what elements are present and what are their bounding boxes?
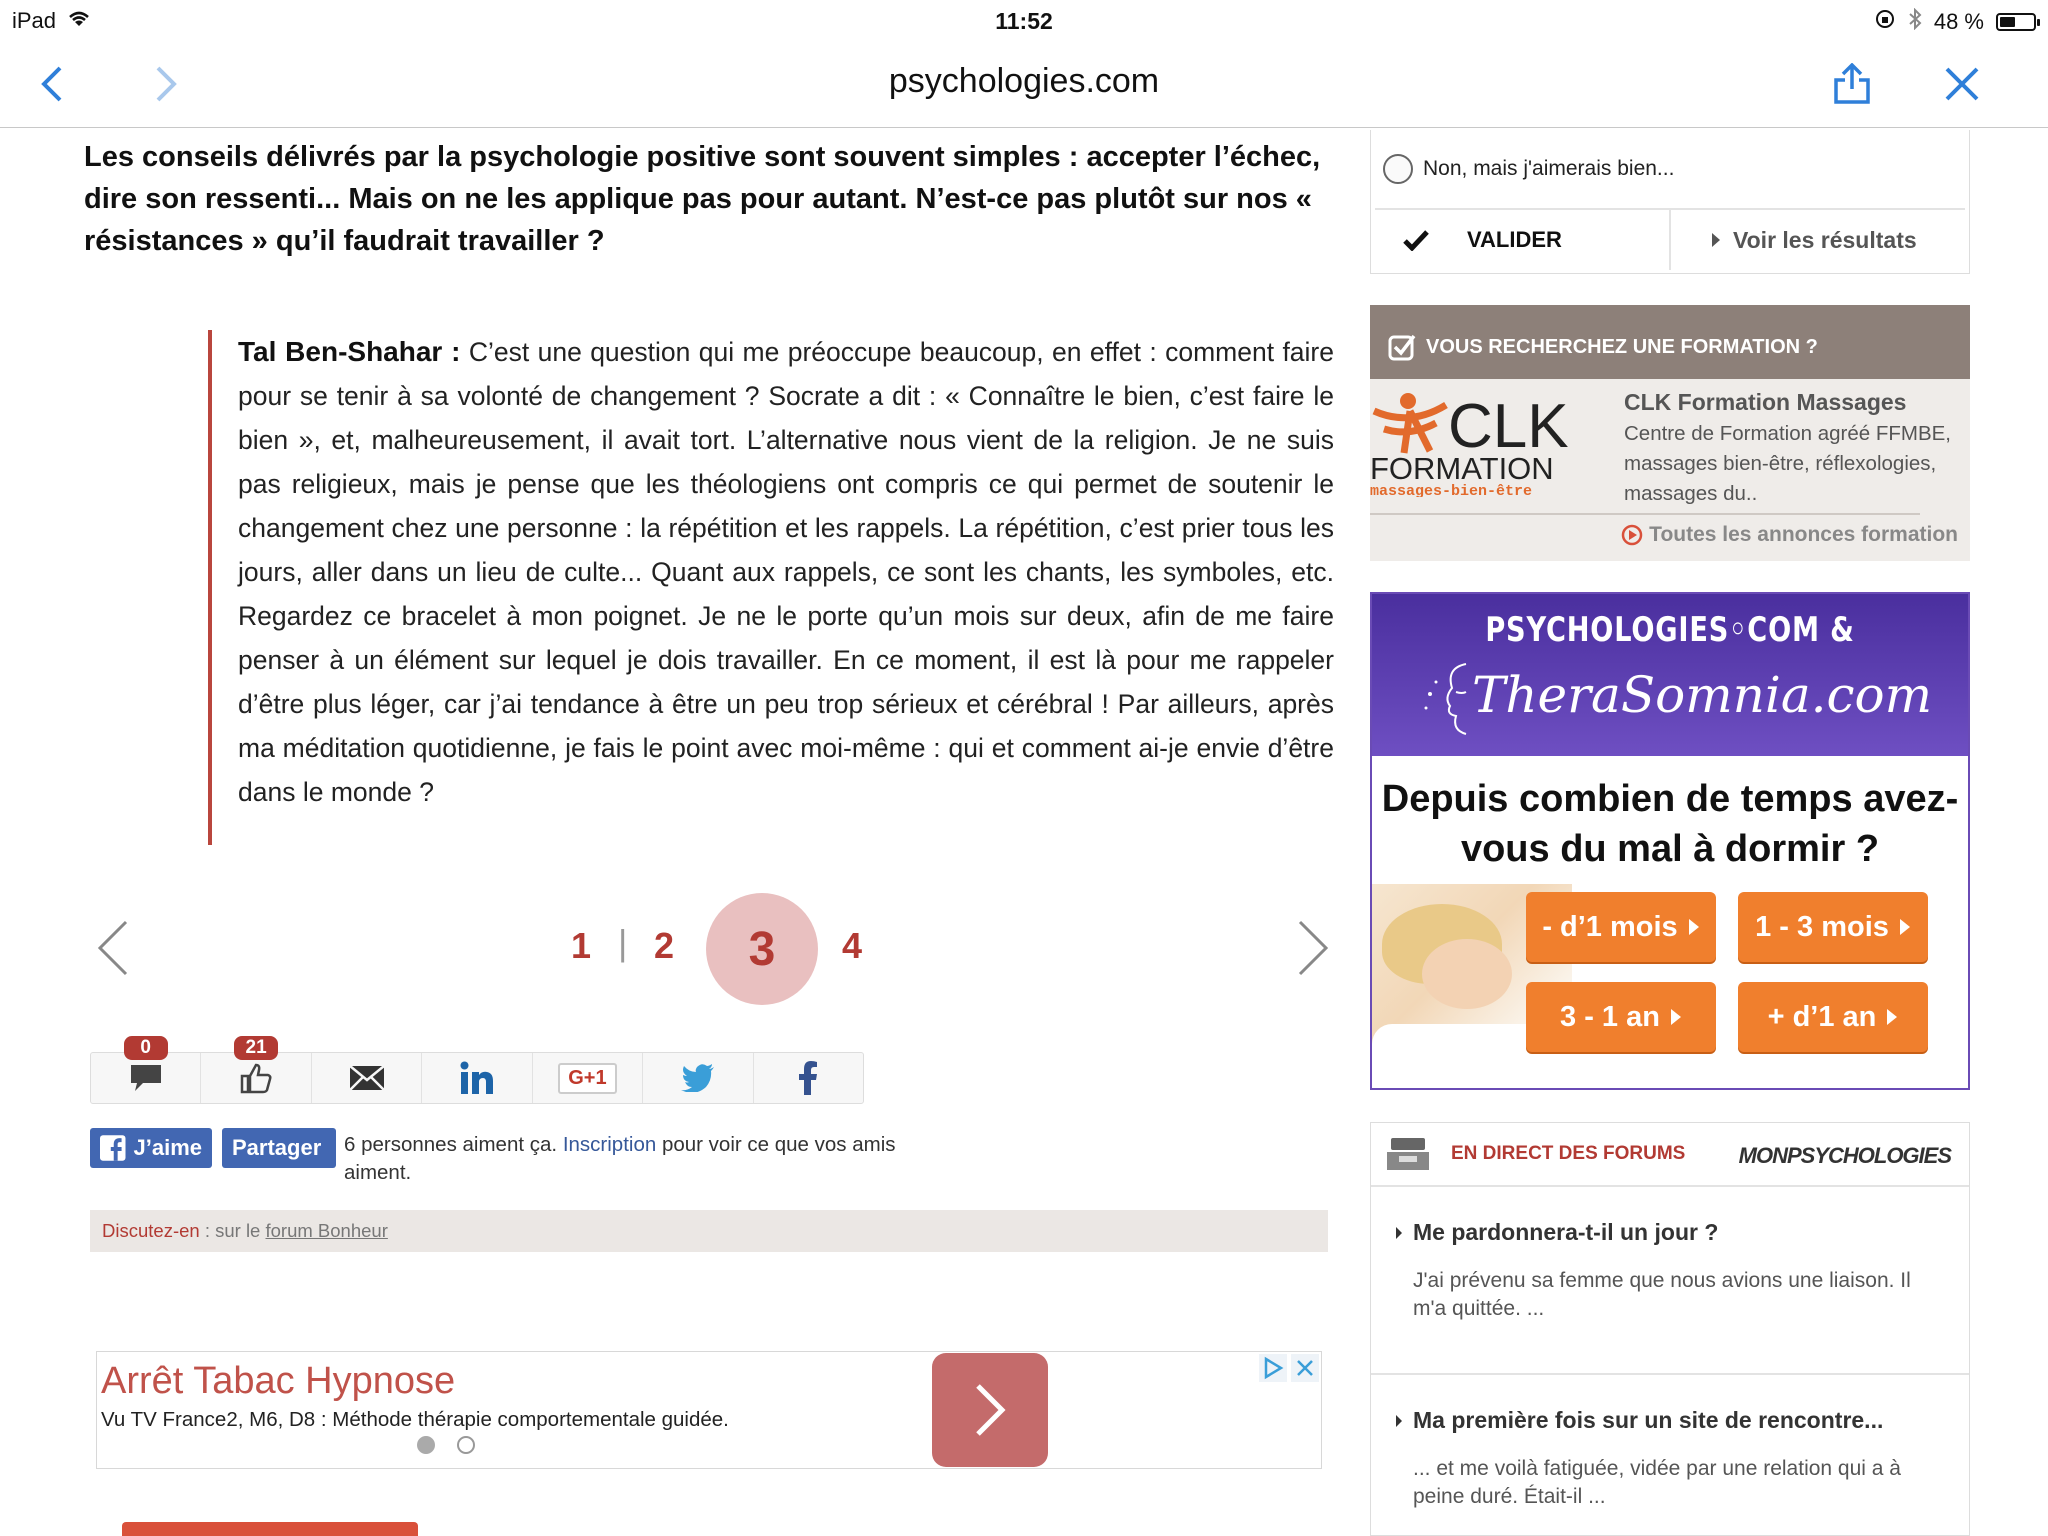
facebook-share-label: Partager xyxy=(232,1135,322,1160)
formation-header xyxy=(1370,305,1970,379)
answer-text: C’est une question qui me préoccupe beaucoup, en effet : comment faire pour se tenir à sa volonté de changement ? Socrate a dit : « Connaître le bien, c’est faire le bien », et, malheureusement, il avait tort. L’alternative nous vient de la religion. Je ne suis pas religieux, mais je pense que les théologiens ont compris ce qui permet de soutenir le changement chez une personne : la répétition et les rappels. La répétition, c’est prier tous les jours, aller dans un lieu de culte... Quant aux rappels, ce sont les chants, les symboles, etc. Regardez ce bracelet à mon poignet. Je ne le porte qu’un mois sur deux, afin de me faire penser à un élément sur lequel je dois travailler. En ce moment, il est là pour me rappeler d’être plus léger, car j’ai tendance à être un peu trop sérieux et cérébral ! Par ailleurs, après ma méditation quotidienne, je fais le point avec moi-même : qui et comment ai-je envie d’être dans le monde ? xyxy=(238,337,1334,807)
formation-listing[interactable] xyxy=(1370,379,1970,519)
caret-right-icon xyxy=(1688,918,1700,936)
ad-title[interactable]: Arrêt Tabac Hypnose xyxy=(101,1360,456,1402)
facebook-like-label: J’aime xyxy=(133,1135,202,1160)
page-1-link[interactable]: 1 xyxy=(571,925,592,966)
all-formations-label: Toutes les annonces formation xyxy=(1649,523,1958,546)
browser-nav-bar xyxy=(0,40,2048,128)
formation-title: VOUS RECHERCHEZ UNE FORMATION ? xyxy=(1426,335,1818,358)
share-bar xyxy=(90,1037,864,1104)
facebook-social-text xyxy=(344,1131,964,1187)
twitter-share-button[interactable] xyxy=(643,1053,753,1103)
forums-title: EN DIRECT DES FORUMS xyxy=(1451,1143,1686,1164)
option-label: 1 - 3 mois xyxy=(1755,910,1889,943)
play-circle-icon xyxy=(1621,524,1643,546)
twitter-icon xyxy=(681,1064,715,1092)
pagination xyxy=(0,890,1340,1010)
discuss-middle: : sur le xyxy=(199,1220,266,1241)
validate-label: VALIDER xyxy=(1467,227,1562,252)
option-3-months-1-year[interactable] xyxy=(1526,982,1716,1052)
bluetooth-icon xyxy=(1908,8,1922,36)
like-button[interactable] xyxy=(201,1037,311,1103)
mail-icon xyxy=(349,1065,385,1091)
forum-post-title-text: Me pardonnera-t-il un jour ? xyxy=(1413,1219,1719,1245)
validate-button[interactable] xyxy=(1375,210,1671,270)
google-plus-icon: G+1 xyxy=(558,1063,616,1094)
carousel-dot[interactable] xyxy=(457,1436,475,1454)
next-section-button[interactable] xyxy=(122,1522,418,1536)
facebook-icon xyxy=(798,1061,818,1095)
google-plus-share-button[interactable] xyxy=(533,1053,643,1103)
ad-go-button[interactable] xyxy=(932,1353,1048,1467)
share-icon xyxy=(1832,63,1872,105)
option-less-1-month[interactable] xyxy=(1526,892,1716,962)
discuss-label: Discutez-en xyxy=(102,1220,200,1241)
close-ad-icon[interactable] xyxy=(1291,1354,1319,1382)
rotation-lock-icon xyxy=(1874,8,1896,36)
comment-icon xyxy=(129,1063,163,1093)
option-label: 3 - 1 an xyxy=(1560,1000,1660,1033)
clk-logo xyxy=(1370,387,1614,497)
battery-icon xyxy=(1996,13,2036,31)
ad-carousel-dots xyxy=(417,1436,475,1454)
next-page-button[interactable] xyxy=(1292,918,1342,978)
formation-widget xyxy=(1370,305,1970,561)
caret-right-icon xyxy=(1670,1008,1682,1026)
comments-button[interactable] xyxy=(91,1037,201,1103)
all-formations-link[interactable] xyxy=(1621,523,1958,547)
page-4-link[interactable]: 4 xyxy=(842,925,863,966)
comments-count: 0 xyxy=(124,1036,168,1060)
ad-choices xyxy=(1259,1354,1319,1382)
carousel-dot-active[interactable] xyxy=(417,1436,435,1454)
divider xyxy=(1371,1373,1969,1375)
page-2-link[interactable]: 2 xyxy=(654,925,675,966)
facebook-share-button[interactable] xyxy=(754,1053,863,1103)
text-ad[interactable] xyxy=(96,1351,1322,1469)
forum-post-title[interactable] xyxy=(1395,1219,1718,1246)
forum-post-excerpt: J'ai prévenu sa femme que nous avions une liaison. Il m'a quittée. ... xyxy=(1413,1269,1911,1320)
face-shape xyxy=(1422,939,1512,1009)
status-time: 11:52 xyxy=(995,8,1053,34)
forums-widget xyxy=(1370,1122,1970,1536)
poll-option[interactable] xyxy=(1383,154,1674,184)
checkmark-icon xyxy=(1403,229,1429,251)
view-results-label: Voir les résultats xyxy=(1733,226,1917,253)
formation-description: Centre de Formation agréé FFMBE, massages bien-être, réflexologies, massages du.. xyxy=(1624,422,1951,505)
banner-header xyxy=(1372,594,1968,756)
page-domain: psychologies.com xyxy=(888,62,1160,100)
interview-answer-block xyxy=(208,330,1334,845)
close-button[interactable] xyxy=(1934,58,1990,110)
divider xyxy=(1370,513,1920,515)
poll-option-label: Non, mais j'aimerais bien... xyxy=(1423,157,1675,180)
battery-percent: 48 % xyxy=(1933,9,1984,34)
linkedin-icon xyxy=(459,1061,495,1095)
device-name: iPad xyxy=(12,8,57,33)
forum-post-title-text: Ma première fois sur un site de rencontre... xyxy=(1413,1407,1884,1433)
option-more-1-year[interactable] xyxy=(1738,982,1928,1052)
signup-link[interactable]: Inscription xyxy=(562,1133,657,1156)
chevron-right-icon xyxy=(1292,918,1332,978)
thumbs-up-icon xyxy=(239,1062,273,1094)
like-text-after: pour voir ce que vos amis aiment. xyxy=(344,1133,896,1184)
share-button[interactable] xyxy=(1824,58,1880,110)
checkbox-icon xyxy=(1388,333,1416,361)
banner-brand-psychologies: PSYCHOLOGIES◦COM & xyxy=(1485,610,1855,650)
speaker-name: Tal Ben-Shahar : xyxy=(238,336,461,367)
logo-text-tag: massages-bien-être xyxy=(1370,483,1533,497)
like-count-text: 6 personnes aiment ça. xyxy=(344,1133,558,1156)
facebook-like-button[interactable] xyxy=(90,1128,212,1168)
caret-right-icon xyxy=(1395,1414,1403,1428)
email-share-button[interactable] xyxy=(312,1053,422,1103)
battery-fill xyxy=(2000,17,2015,27)
radio-button[interactable] xyxy=(1383,154,1413,184)
adchoices-icon[interactable] xyxy=(1259,1354,1287,1382)
chevron-right-icon xyxy=(972,1382,1008,1438)
caret-right-icon xyxy=(1711,232,1721,248)
status-bar xyxy=(0,0,2048,40)
poll-widget xyxy=(1370,130,1970,274)
status-right xyxy=(1874,8,2036,36)
facebook-share-page-button[interactable] xyxy=(222,1128,336,1168)
discuss-bar xyxy=(90,1210,1328,1252)
inbox-icon xyxy=(1385,1136,1431,1172)
poll-actions xyxy=(1375,208,1965,270)
forum-post-excerpt: ... et me voilà fatiguée, vidée par une relation qui a à peine duré. Était-il ... xyxy=(1413,1457,1901,1508)
close-icon xyxy=(1944,66,1980,102)
article-question: Les conseils délivrés par la psychologie positive sont souvent simples : accepter l’échec, dire son ressenti... Mais on ne les applique pas pour autant. N’est-ce pas plutôt sur nos « résistances » qu’il faudrait travailler ? xyxy=(84,141,1321,257)
forum-link[interactable]: forum Bonheur xyxy=(265,1220,388,1241)
facebook-icon xyxy=(100,1135,126,1161)
linkedin-share-button[interactable] xyxy=(422,1053,532,1103)
previous-page-button[interactable] xyxy=(94,918,144,978)
forum-post-title[interactable] xyxy=(1395,1407,1883,1434)
banner-brand-therasomnia: TheraSomnia.com xyxy=(1472,666,1933,724)
page-separator: | xyxy=(618,922,628,963)
formation-name[interactable]: CLK Formation Massages xyxy=(1624,389,1907,415)
caret-right-icon xyxy=(1899,918,1911,936)
option-label: - d’1 mois xyxy=(1542,910,1678,943)
option-label: + d’1 an xyxy=(1767,1000,1877,1033)
logo-text-main: CLK xyxy=(1448,392,1569,461)
logo-text-sub: FORMATION xyxy=(1370,451,1554,486)
view-results-button[interactable] xyxy=(1671,210,1965,270)
forums-header xyxy=(1371,1123,1969,1187)
monpsychologies-logo: MONPSYCHOLOGIES xyxy=(1738,1143,1951,1168)
caret-right-icon xyxy=(1886,1008,1898,1026)
option-1-3-months[interactable] xyxy=(1738,892,1928,962)
banner-question: Depuis combien de temps avez-vous du mal à dormir ? xyxy=(1381,778,1959,870)
therasomnia-banner[interactable] xyxy=(1370,592,1970,1090)
current-page: 3 xyxy=(706,893,818,1005)
ad-description: Vu TV France2, M6, D8 : Méthode thérapie comportementale guidée. xyxy=(101,1408,729,1431)
likes-count: 21 xyxy=(234,1036,278,1060)
interview-answer xyxy=(238,330,1334,814)
caret-right-icon xyxy=(1395,1226,1403,1240)
chevron-left-icon xyxy=(94,918,134,978)
